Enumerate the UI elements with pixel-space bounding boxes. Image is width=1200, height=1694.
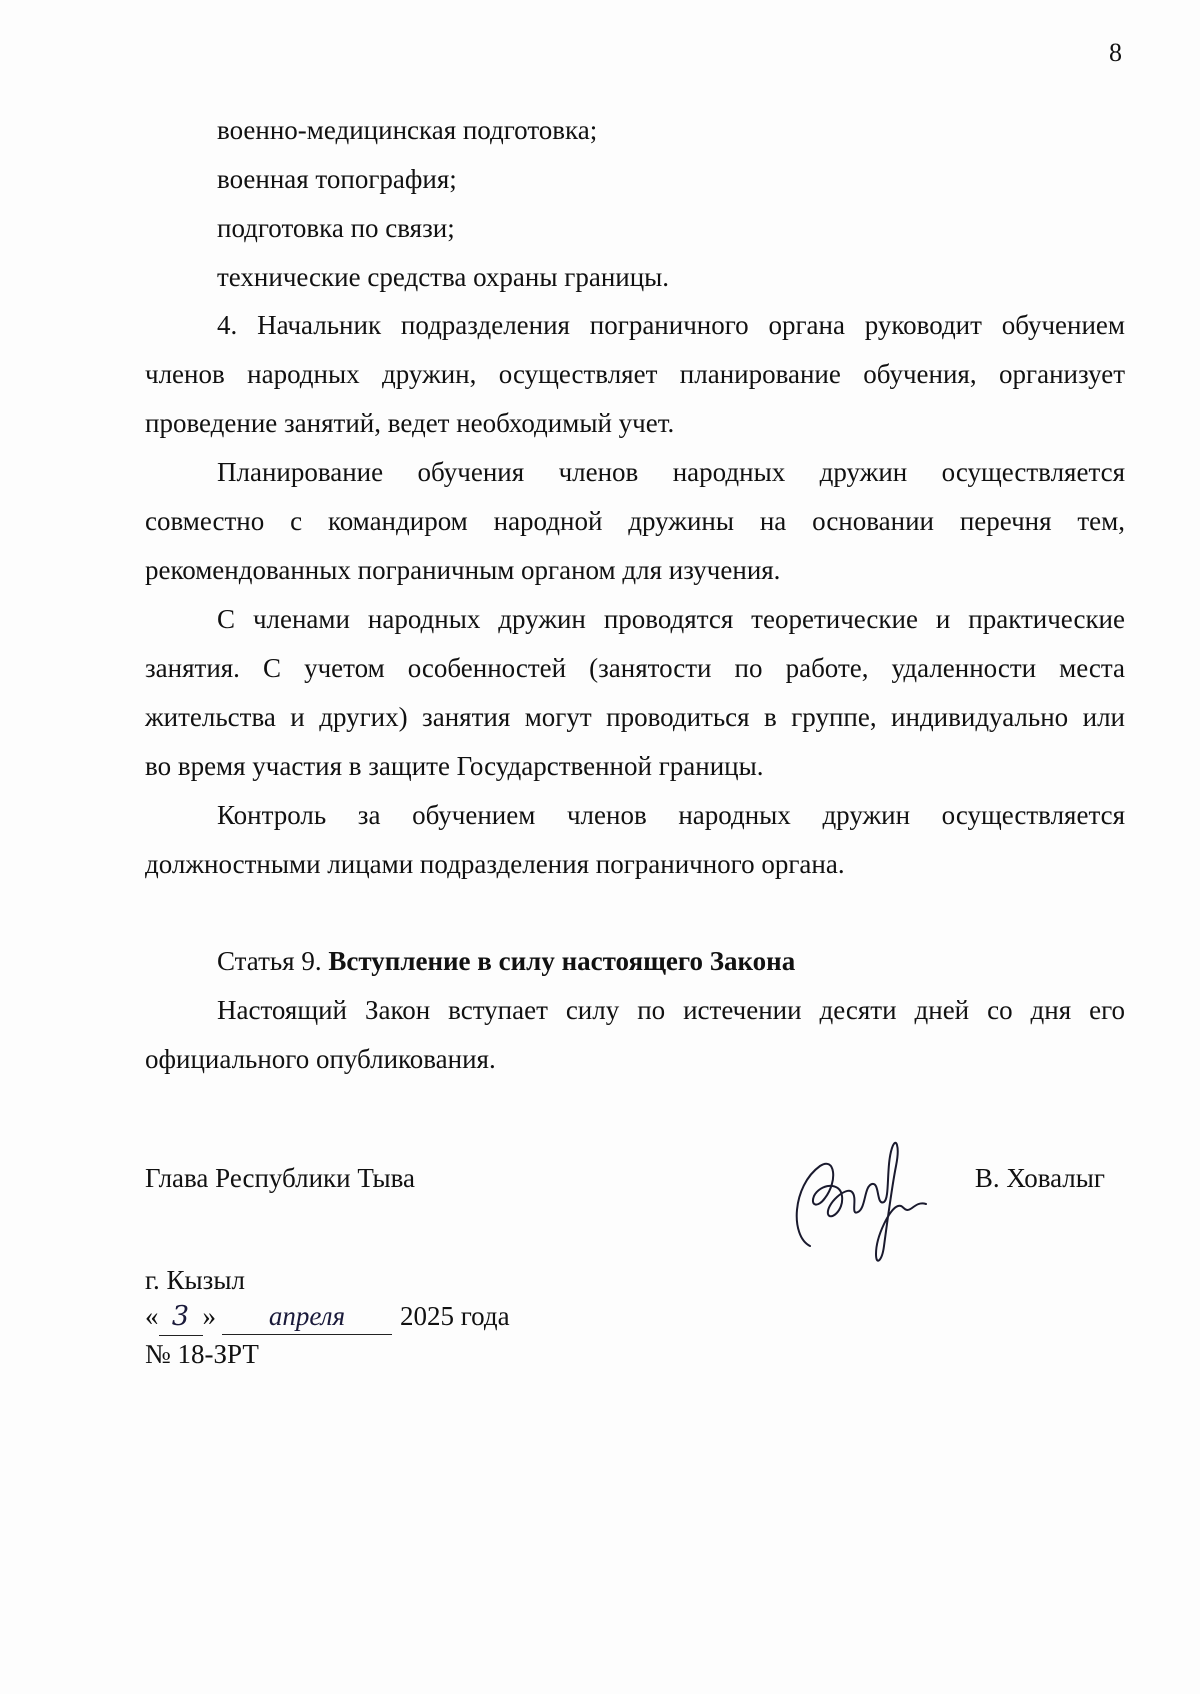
paragraph-line: должностными лицами подразделения пограничного органа. [145, 849, 845, 879]
paragraph-line: занятия. С учетом особенностей (занятости по работе, удаленности места [145, 653, 1125, 683]
open-quote: « [145, 1301, 159, 1331]
law-number: № 18-ЗРТ [145, 1339, 259, 1369]
list-item: военно-медицинская подготовка; [217, 115, 598, 145]
paragraph-line: проведение занятий, ведет необходимый учет. [145, 408, 675, 438]
date-month: апреля [222, 1298, 392, 1335]
date-line [145, 1298, 510, 1336]
paragraph-line: рекомендованных пограничным органом для изучения. [145, 555, 781, 585]
paragraph-line: совместно с командиром народной дружины на основании перечня тем, [145, 506, 1125, 536]
paragraph-classes [145, 595, 1125, 791]
date-day: 3 [159, 1299, 203, 1336]
paragraph-4 [145, 301, 1125, 448]
signatory-title: Глава Республики Тыва [145, 1163, 416, 1193]
list-item: военная топография; [217, 164, 457, 194]
paragraph-control [145, 791, 1125, 889]
paragraph-line: жительства и других) занятия могут проводиться в группе, индивидуально или [145, 702, 1125, 732]
signatory-name: В. Ховалыг [974, 1163, 1105, 1193]
handwritten-signature [780, 1126, 940, 1276]
topic-list [145, 106, 1125, 302]
article-9 [145, 937, 1125, 1084]
article-prefix: Статья 9. [217, 946, 322, 976]
page-number: 8 [1109, 38, 1122, 67]
close-quote: » [202, 1301, 216, 1331]
paragraph-line: официального опубликования. [145, 1044, 496, 1074]
paragraph-line: во время участия в защите Государственной границы. [145, 751, 764, 781]
paragraph-line: членов народных дружин, осуществляет планирование обучения, организует [145, 359, 1125, 389]
paragraph-line: Планирование обучения членов народных дружин осуществляется [217, 457, 1125, 487]
list-item: подготовка по связи; [217, 213, 455, 243]
paragraph-planning [145, 448, 1125, 595]
article-title: Вступление в силу настоящего Закона [328, 946, 796, 976]
article-heading [145, 937, 1125, 986]
paragraph-line: 4. Начальник подразделения пограничного органа руководит обучением [217, 310, 1125, 340]
date-year: 2025 года [400, 1301, 510, 1331]
list-item: технические средства охраны границы. [217, 262, 670, 292]
paragraph-line: Контроль за обучением членов народных дружин осуществляется [217, 800, 1125, 830]
paragraph-line: Настоящий Закон вступает силу по истечении десяти дней со дня его [217, 995, 1125, 1025]
place-date-block [145, 1262, 510, 1372]
city: г. Кызыл [145, 1265, 245, 1295]
paragraph-line: С членами народных дружин проводятся теоретические и практические [217, 604, 1125, 634]
